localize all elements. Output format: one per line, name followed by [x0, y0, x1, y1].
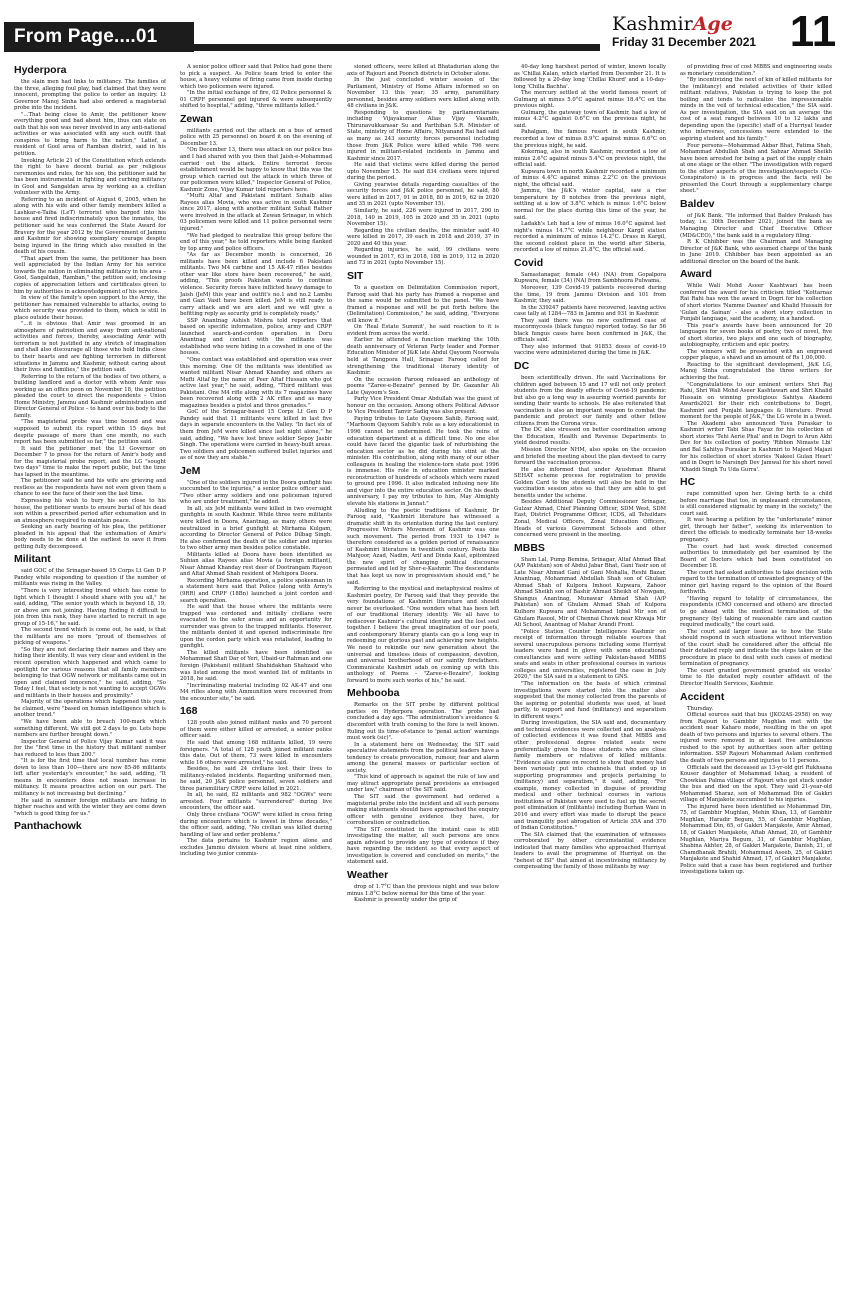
article-paragraph: Besides, he said 24 civilians lost their lives to militancy-related incidents. Regarding uniformed men, he said, 20 J&K police personnel, seven soldiers and three paramilitary CRPF were killed in 2021.	[180, 766, 332, 792]
article-paragraph: been scientifically driven. He said Vaccinations for children aged between 15 and 17 will not only protect students from the deadly effects of Covid-19 pandemic but also go a long way in assuring worried parents for sending their wards to schools. He also reiterated that vaccination is also an important weapon to combat the pandemic and protect our family and other fellow citizens from the Corona virus.	[514, 374, 666, 427]
article-paragraph: militants carried out the attack on a bus of armed police with 25 personnel on board it on the evening of December 13.	[180, 127, 332, 147]
article-paragraph: Ladakh's Leh had a low of minus 16.0°C against last night's minus 14.7°C while neighbour Kargil station recorded a minimum of minus 14.2°C. Drass in Kargil, the second coldest place in the world after Siberia, recorded a low of minus 21.8°C, the official said.	[514, 221, 666, 254]
article-paragraph: "Having regard to totality of circumstances, the respondents (CMO concerned and others) are directed to go ahead with the medical termination of the pregnancy (by) taking of reasonable care and caution required medically," the court said.	[680, 595, 832, 629]
article-paragraph: He said in summer foreign militants are hiding in higher reaches and with the winter they are come down "which is good thing for us."	[14, 797, 166, 817]
publication-date: Friday 31 December 2021	[612, 35, 757, 49]
article-paragraph: "There is very interesting trend which has come to light which I thought I should share with you all," he said, adding, "The senior youth which is beyond 18, 19, or above are not joining. Having finding it difficult to join from this rank, they have started to recruit in age group of 15-16," he said.	[14, 588, 166, 627]
story-headline: Hyderpora	[14, 64, 67, 76]
article-paragraph: "So they are not declaring their names and they are hiding their identity. It was very clear and evident in the recent operation which happened and which came to spotlight for various reasons that all family members belonging to that OGW network or militants came out in open and claimed innocence," he said, adding, "So Today I feel, that society is not wanting to accept OGWs and militants in their houses and proximity."	[14, 646, 166, 699]
article-paragraph: Referring to the return of the bodies of two others, a building landlord and a doctor with whom Amir was working as an office peon on November 18, the petition pleaded the court to direct the respondents – Union Home Ministry, Jammu and Kashmir administration and Director General of Police – to hand over his body to the family.	[14, 373, 166, 419]
article-paragraph: Militants killed at Doora have been identified as Suhian alias Rayees alias Movia (a foreign militant), Nisar Ahmad Khanday rest deer of Dootrangam Rayeon and Altaf Ahmad Shah resident of Mehipora Doora.	[180, 551, 332, 578]
article-paragraph: said GOC of the Srinagar-based 15 Corps Lt Gen D P Pandey while responding to question if the number of militants was rising in the Valley.	[14, 568, 166, 588]
article-paragraph: 40-day long harshest period of winter, known locally as 'Chillai Kalan, which started from December 21. It is followed by a 20-day long 'Chillai Khurd' and a 10-day-long 'Chilla Bachha'.	[514, 64, 666, 90]
article-paragraph: "Incriminating material including 02 AK-47 and one M4 rifles along with Ammunition were recovered from the encounter site," he said.	[180, 682, 332, 702]
article-paragraph: Moreover, 139 Covid-19 patients recovered during the time, 19 from Jammu Division and 101 from Kashmir, they said.	[514, 284, 666, 305]
article-paragraph: Responding to questions by parliamentarians including Vijayakumar Alias Vijay Vasanth, Thirunavukkarasar Su and Parthiban S.R. Minister of State, ministry of Home Affairs, Nityanand Rai had said as many as 243 security forces personnel including those from J&K Police were killed while 796 were injured in militant-related incidents in Jammu and Kashmir since 2017.	[347, 109, 499, 162]
story-headline: JeM	[180, 464, 201, 477]
column-3	[347, 64, 499, 1282]
article-paragraph: The SIT said the government had ordered a magisterial probe into the incident and all such persons making statements should have approached the enquiry officer with genuine evidence they have, for corroboration or contradiction.	[347, 793, 499, 827]
story-headline: Zewan	[180, 112, 213, 125]
article-paragraph: "Congratulations to our eminent writers Shri Raj Rahi, Shri Wali Mohd Aseer Kashtawari and Shri Khalid Hussain on winning prestigious Sahitya Akademi Awards2021 for their rich contributions to Dogri, Kashmiri and Punjabi languages & literature. Proud moment for the people of J&K," the LG wrote in a tweet.	[680, 381, 832, 421]
article-paragraph: The second trend which is come out, he said, is that the militants are no more "proud of themselves of picking of weapons."	[14, 627, 166, 647]
story-headline: Award	[680, 268, 712, 281]
article-paragraph: While Wali Mohd Aseer Kashtwari has been conferred the award for his criticism titled "Kottarnaz Rai Rahi has won the award in Dogri for his collection of short stories 'Namme Daanee' and Khalid Hussain for 'Gulan da Sainan' - also a short story collection in Punjabi language, said the academy, in a handout.	[680, 283, 832, 323]
article-paragraph: The mercury settled at the world famous resort of Gulmarg at minus 5.0°C against minus 18.4°C on the previous night.	[514, 90, 666, 110]
article-paragraph: In all, six JeM militants were killed in two overnight gunfights in south Kashmir. While three were militants were killed in Doora, Anantnag, as many others were neutralized in a brief gunfight at Mirhama Kulgam, according to Director General of Police Dilbag Singh. He also confirmed the death of the soldier and injuries to two other army men besides police constable.	[180, 505, 332, 552]
article-paragraph: "That apart from the same, the petitioner has been well appreciated by the Indian Army for his service towards the nation in eliminating militancy in his area – Gool, Sangaldan, Ramban," the petition said, enclosing copies of appreciation letters and certificates given to him by authorities in acknowledgement of his service.	[14, 255, 166, 295]
article-paragraph: "Police Station Counter Intelligence Kashmir on receipt of information through reliable sources that several unscrupulous persons including some Hurriyat leaders were hand in glove with some educational consultancies and were selling Pakistan-based MBBS seats and seats in other professional courses in various colleges and universities, registered the case in July 2020," the SIA said in a statement to GNS.	[514, 628, 666, 681]
article-paragraph: "The SIT constituted in the instant case is still investigating the matter, all such persons are once again advised to provide any type of evidence if they have regarding the incident so that every aspect of investigation is covered and concluded on merits," the statement said.	[347, 826, 499, 866]
article-paragraph: He also informed that under Ayushman Bharat SEHAT scheme process for registration to provide Golden Card to the students will also be held in the vaccination session sites so that they are able to get benefits under the scheme.	[514, 466, 666, 499]
story-headline: DC	[514, 359, 530, 372]
article-paragraph: "On December 13, there was attack on our police bus and I had shared with you then that Jaish-e-Mohammad carried out the attack. Entire terrorist forces establishment would be happy to know that this was the group which carried out the attack in which three of our policemen were killed," Inspector General of Police, Kashmir Zone, Vijay Kumar told reporters here.	[180, 147, 332, 193]
article-paragraph: In view of the family's open support to the Army, the petitioner has remained vulnerable to attacks, owing to which security was provided to them, which is still in place outside their house.	[14, 295, 166, 321]
article-paragraph: "The magisterial probe was time bound and was supposed to submit its report within 15 days but despite passage of more than one month, no such report has been submitted so far," the petition said.	[14, 419, 166, 446]
story-headline: Mehbooba	[347, 687, 400, 700]
article-paragraph: drop of 1.7°C than the previous night and was below minus 1.8°C below normal for this time of the year.	[347, 883, 499, 897]
story-headline: HC	[680, 476, 696, 489]
article-paragraph: of providing free of cost MBBS and engineering seats as monetary consideration."	[680, 64, 832, 77]
article-paragraph: The injured have been identified as Mohammad Din, 75, of Gambhir Mughlan, Mehin Khan, 13, of Gambhir Mughlan, Haradir Begum, 55, of Gambhir Mughlan, Mohammad Din, 65, of Gakkri Manjakote, Amir Ahmad, 18, of Gakkri Manjakote, Aftab Ahmad, 20, of Gambhir Mughlan, Mariya Begum, 31, of Gambhir Mughlan, Shabina Akhter, 28, of Gakkri Manjakote, Danish, 21, of Chamdhanak Brahili, Mohammad Aseeb, 25, of Gakkri Manjakote and Shahid Ahmad, 17, of Gakkri Manjakote. Police said that a case has been registered and further investigations taken up.	[680, 803, 832, 876]
article-paragraph: Paying tributes to Late Qayoom Sahib, Farooq said, "Marhoom Qayoom Sahib's role as a key educationist in 1996 cannot be undermined. He took the reins of education department at a difficult time. No one else could have faced the gigantic task of refurbishing the education sector as he did during his stint at the minister. His contribution, along with many of our other colleagues in healing the violence-torn state post 1996 is immense. His role in education minister marked reconstruction of hundreds of schools which were razed to ground pre 1996. It also indicated infusing new life and vigor into the entire education sector. On his death anniversary, I pay my tributes to him, May Almighty elevate his stations in Jannat."	[347, 415, 499, 507]
article-paragraph: Reacting to the significant development, J&K LG, Manoj Sinha congratulated the three writers for achieving the feat.	[680, 361, 832, 381]
article-paragraph: Kokernag, also in south Kashmir, recorded a low of minus 2.6°C against minus 5.4°C on previous night, the official said.	[514, 149, 666, 169]
article-paragraph: Seeking an early hearing of his plea, the petitioner pleaded in his appeal that the exhumation of Amir's body needs to be done at the earliest to save it from getting fully decomposed.	[14, 524, 166, 550]
article-paragraph: Referring to an incident of August 6, 2005, when he along with his wife and other family members killed a Lashkar-e-Taiba (LeT) terrorist who barged into his house and fired indiscriminately upon the inmates, the petitioner said he was conferred the State Award for Bravery for the year 2012 by the Government of Jammu and Kashmir for showing exemplary courage despite being injured in the firing which also resulted in the death of his cousin.	[14, 196, 166, 256]
story-headline: Accident	[680, 690, 725, 703]
article-paragraph: Official sources said that bus (JKO2AS-2958) on way from Rajouri to Gambhir Mughlan met with the accident near Kaharo mode, resulting in the on spot death of two persons and injuries to several others. The injured were removed in at least five ambulances rushed to the spot by authorities soon after getting information. SSP Rajouri Mohammad Aslam confirmed the death of two persons and injuries to 11 persons.	[680, 712, 832, 764]
article-paragraph: 128 youth also joined militant ranks and 70 percent of them were either killed or arrested, a senior police officer said.	[180, 720, 332, 740]
article-paragraph: The petitioner said he and his wife are grieving and restless as the respondents have not even given them a chance to see the face of their son the last time.	[14, 478, 166, 498]
article-paragraph: Alluding to the poetic traditions of Kashmir, Dr Farooq said, "Kashmiri literature has witnessed a dramatic shift in its orientation during the last century. Progressive Writers Movement of Kashmir was one such movement. The period from 1931 to 1947 is therefore considered as a golden period of renaissance of Kashmiri literature in twentieth century. Poets like Mahjoor, Azad, Nadim, Arif and Dinda Kaul, epitomized the new spirit of changing political discourse permeated and led by Sher-e-Kashmir. The descendants that has kept us now in progressivism should end," he said.	[347, 507, 499, 586]
article-paragraph: Jammu, the J&K's winter capital, saw a rise temperature by 8 notches from the previous night, settling at a low of 3.8°C which is minus 1.6°C below normal for the place during this time of the year, he said.	[514, 188, 666, 221]
article-paragraph: They also informed that 91853 doses of covid-19 vaccine were administered during the time in J&K.	[514, 343, 666, 357]
article-paragraph: "One contact was established and operation was over this morning. One Of the militants was identified as wanted militant Nisar Ahmad Khandey and others as Mufti Altaf by the name of Peer Altaf Hussain who got active last year," he said, adding, "Third militant was Pakistani. One M4 rifle along with its 7 magazines have been recovered along with 2 AK rifles and as many magazines besides a pistol and three grenades."	[180, 356, 332, 409]
page-number: 11	[789, 7, 837, 56]
article-paragraph: The court said larger issue as to how the State should respond in such situations without intervention of the court shall be considered after the official file their detailed reply and indicate the steps taken or the procedure in place to deal with such cases of medical termination of pregnancy.	[680, 628, 832, 668]
article-paragraph: Four persons—Mohammad Akbar Bhat, Fatima Shah, Mohammad Abdullah Shah and Sabzar Ahmad Sheikh have been arrested for being a part of the supply chain at one stage or the other. "The investigation with regard to the other aspects of the investigation/suspects (Co-Conspirators) is in progress and the facts will be presented the Court through a supplementary charge sheet."	[680, 142, 832, 195]
logo-age-text: Age	[692, 13, 733, 35]
article-paragraph: Mission Director NHM, also spoke on the occasion and briefed the meeting about the plan devised to carry forward the vaccination process.	[514, 446, 666, 467]
article-paragraph: Thursday.	[687, 705, 714, 712]
article-paragraph: "...it is obvious that Amir was groomed in an atmosphere of patriotism and away from anti-national activities and forces, thereby, associating Amir with terrorism is not justified in any stretch of imagination and shall also discourage all those who hold India close to their hearts and are fighting terrorism in different situations in Jammu and Kashmir, without caring about their lives and families," the petition said.	[14, 321, 166, 374]
article-paragraph: "We have been able to breach 100-mark which something different. We still got 2 days to go. Lets hope numbers are further brought down."	[14, 718, 166, 739]
story-headline: Covid	[514, 256, 544, 269]
article-paragraph: sioned officers, were killed at Bhatadurian along the axis of Rajouri and Poonch districts in October alone.	[347, 64, 499, 77]
article-paragraph: Referring to the mystical and metaphysical realms of Kashmiri poetry, Dr Farooq said that they provide the very foundations of Kashmiri literature and should never be overlooked. "One wonders what has been left of our traditional literary identity. We all have to rediscover Kashmir's cultural identity and the lost soul together. I believe the great imagination of our poets, and contemporary literary giants can go a long way in redeeming our glorious past and achieving new heights. We need to rekindle our new generation about the universal and timeless ideas of compassion, devotion, and universal brotherhood of our saintly forefathers. Communicate Kashmiri adab on coming up with this anthology of Poems – "Zaree-e-Bezaire", looking forward to more such works of his," he said.	[347, 586, 499, 684]
article-paragraph: "In the initial exchange of fire, 02 Police personnel & 01 CRPF personnel got injured & were subsequently shifted to hospital," adding, "three militants killed."	[180, 90, 332, 110]
column-2	[180, 64, 332, 1282]
article-paragraph: A senior police officer said that Police had gone there to pick a suspect. As Police team tried to enter the house, a heavy volume of firing came from inside during which two policemen were injured.	[180, 64, 332, 90]
article-paragraph: "As far as December month is concerned, 26 militants have been killed and include 6 Pakistani militants. Two M4 carbine and 15 AK-47 rifles besides other war like store have been recovered," he said, adding, "This proofs Pakistan wants to continue violence. Security forces have inflicted heavy damage to Jaish (JeM) this year and outfit's no.1 and no.2 Lambu and Gazi Vasit have been killed. JeM is still ready to carry attack and we are alert and we will give a befitting reply as security grid is completely ready."	[180, 252, 332, 318]
story-headline: Militant	[14, 553, 51, 566]
article-paragraph: Sham Lal, Pump Bemina, Srinagar, Altaf Ahmad Bhat (A/P Pakistan) son of Abdul Jabar Bhat, Gani Yasir son of Late Nisar Ahmad Gani of Gani Mohalla, Reshi Bazar, Anantnag, Mohammad Abdullah Shah son of Ghulam Ahmad Shah of Kulpora Imhoot Kupwara, Zahoor Ahmad Sheikh son of Bashir Ahmad Sheikh of Nowgam, Shangus Anantnag, Munawar Ahmad Shah (A/P Pakistan) son of Ghulam Ahmad Shah of Kulpora Kulhore Kupwara and Mohammad Iqbal Mir son of Ghulam Rasool, Mir of Chennai Chowk near Khwaja Mir Ali School, Anantnag of Mahar Arandi Front.	[514, 556, 666, 629]
article-paragraph: Samastanagar, female (44) (NA) from Gopalpora Kupwara, female (34) (NA) from Sambhoora Pulwama.	[514, 271, 666, 285]
article-paragraph: In all, he said, 82 militants and 982 "OGWs" were arrested. Four militants "surrendered" during live encounters, the officer said.	[180, 792, 332, 812]
section-title-banner: From Page....01	[4, 22, 194, 52]
article-paragraph: The winners will be presented with an engraved copper plaque, a shawl and an amount of Rs 1,00,000.	[680, 348, 832, 362]
column-1	[14, 64, 166, 1282]
article-paragraph: Kupwara town in north Kashmir recorded a minimum of minus 4.4°C against minus 2.2°C on the previous night, the official said.	[514, 168, 666, 188]
story-headline: Panthachowk	[14, 820, 82, 833]
article-paragraph: "Mufti Altaf and Pakistani militant Suhaib alias Rayees alias Movia, who was active in south Kashmir since 2017, along with another militant Suhail Rather were involved in the attack at Zewan Srinagar, in which 03 policemen were killed and 11 police personnel were injured."	[180, 193, 332, 233]
story-headline: Baldev	[680, 197, 715, 210]
article-paragraph: rape committed upon her. Giving birth to a child before marriage that too, in unpleasant circumstances, is still considered stigmatic by many in the society," the court said.	[680, 491, 832, 517]
article-paragraph: Remarks on the SIT probe by different political parties on Hyderpora operation. The probe had concluded a day ago. "The administration's avoidance & discomfort with truth coming to the fore is well known. Ruling out its time-of-stance to 'penal action' warnings must work (sic)".	[347, 702, 499, 742]
article-paragraph: Party Vice President Omar Abdullah was the guest of honour on the occasion. Among others Political Advisor to Vice President Tanvir Sadiq was also present.	[347, 396, 499, 416]
story-headline: 168	[180, 705, 198, 718]
article-paragraph: Giving yearwise details regarding casualties of the security forces and J&K police personnel, he said, 80 were killed in 2017, 91 in 2018, 80 in 2019, 62 in 2020 and 35 in 2021 (upto November 15).	[347, 181, 499, 208]
masthead	[612, 14, 772, 54]
article-paragraph: On the occasion Farooq released an anthology of poems "Zaree-e-Bezaire" penned by Dr. Gazanfar Ali Late Qayoom's Son.	[347, 376, 499, 396]
article-paragraph: In the just concluded winter session of the Parliament, Ministry of Home Affairs informed so on November 13 this year; 35 army, paramilitary personnel, besides army soldiers were killed along with 48 civilians in J&K.	[347, 77, 499, 110]
kashmir-age-logo	[612, 14, 772, 34]
article-paragraph: Inspector General of Police Vijay Kumar said it was for the "first time in the history that militant number has reduced to less than 200."	[14, 738, 166, 758]
article-paragraph: Majority of the operations which happened this year, he claimed, were "based on human intelligence which is another trend."	[14, 699, 166, 719]
article-paragraph: "It is for the first time that local number has come down to less than 100—there are now 85-86 militants left after yesterday's encounter," he said, adding, "It means in encounters does not mean increase in militancy. It means proactive action on our part. The militancy is not increasing but declining."	[14, 758, 166, 797]
article-paragraph: On 'Real Estate Summit', he said reaction to it is evident from across the world.	[347, 324, 499, 337]
article-paragraph: Regarding injuries, he said, 99 civilians were wounded in 2017, 63 in 2018, 188 in 2019, 112 in 2020 and 73 in 2021 (upto November 15).	[347, 247, 499, 267]
column-5	[680, 64, 832, 1282]
article-paragraph: Gulmarg, the gateway town of Kashmir, had a low of minus 4.2°C against 0.6°C on the previous night, he said.	[514, 109, 666, 129]
article-paragraph: The killed militants have been identified as Mohammad Shafi Dar of Yeri, Ubaid-ur Rahman and one foreign (Pakistani) militant Shahidakhan Shahzaid who was listed among the most wanted list of militants in 2018, he said.	[180, 649, 332, 683]
article-paragraph: The court had last week directed concerned authorities to immediately get her examined by the Board of Doctors which had been constituted on December 18.	[680, 543, 832, 570]
article-paragraph: The Akademi also announced Yuva Puraskar to Kashmiri writer Tabi Shas Fayaz for his collection of short stories 'Tehi Aerie Phal' and in Dogri to Arun Akhi Dev for his collection of poetry 'Ribbon Nimaste Lbi' and Bal Sahitya Puraskar in Kashmiri to Majeed Majazi for his collection of short stories 'Nakeel Gulan Heart' and in Dogri to Narsingh Dev Jamwal for his short novel 'Khaddi Singh Tu Uda Gurra'.	[680, 420, 832, 473]
article-paragraph: The DC also stressed on better coordination among the Education, Health and Revenue Departments to yield desired results.	[514, 427, 666, 447]
article-paragraph: "This kind of approach is against the rule of law and may attract appropriate penal provisions as envisaged under law," chairman of the SIT said.	[347, 774, 499, 794]
article-paragraph: SSP Anantnag Ashish Mishra told reporters that based on specific information, police, army and CRPF launched search-and-cordon operation in Doru Anantnag and contact with the militants was established who were hiding in a cowshed in one of the houses.	[180, 317, 332, 357]
article-paragraph: "...That being close to Amir, the petitioner knew everything good and bad about him, thus can state on oath that his son was never involved in any anti-national activities or was associated with any such outfit that conspires to bring harm to the nation," Latief, a resident of Gool area of Ramban district, said in his petition.	[14, 111, 166, 158]
article-paragraph: the slain men had links to militancy. The families of the three, alleging foul play, had claimed that they were innocent, prompting the police to order an inquiry. Lt Governor Manoj Sinha had also ordered a magisterial probe into the incident.	[14, 79, 166, 112]
article-paragraph: To a question on Delimitation Commission report, Farooq said that his party has framed a response and the same would be submitted to the panel. "We have framed a response and will be put forth before the (Delimitation) Commission," he said, adding, "Everyone will know it."	[347, 284, 499, 324]
column-4	[514, 64, 666, 1282]
logo-kashmir-text: Kashmir	[612, 13, 693, 35]
article-paragraph: Earlier he attended a function marking the 10th death anniversary of Veteran Party leader and Former Education Minister of J&K late Abdul Qayoom Noorwala held at Tangpora Hall, Srinagar. Farooq called for strengthening the traditional literary identity of Kashmir.	[347, 337, 499, 377]
article-paragraph: "By incentivizing the next of kin of killed militants for the (militancy) and related activities of their killed militant relatives, Pakistan is trying to keep the pot boiling and tends to radicalize the impressionable minds in the veil of technical education," the SIA said. As per investigation, the SIA said on an average the cost of a seat ranged between 10 to 12 lakhs and depending upon the (specific) staff of a Hurriyat leader who intervenes, concessions were extended to the aspiring student and his family."	[680, 77, 832, 143]
article-paragraph: "One of the soldiers injured in the Doora gunfight has succumbed to the injuries," a senior police officer said. "Two other army soldiers and one policeman injured who are under treatment," he added.	[180, 479, 332, 506]
article-paragraph: The SIA claimed that the examination of witnesses corroborated by other circumstantial evidence indicated that many families who approached Hurriyat leaders to avail the programme of Hurriyat on the "behest of ISI" that aimed at incentivising militancy by compensating the family of those militants by way	[514, 831, 666, 871]
story-headline: Weather	[347, 868, 389, 881]
article-paragraph: It said the petitioner met the Lt Governor on December 7 to press for the return of Amir's body and for the magisterial probe report, and the LG "sought two days" time to make the report public, but the time has lapsed in the meantime.	[14, 445, 166, 478]
article-paragraph: He said that among 168 militants killed, 19 were foreigners. "A total of 128 youth joined militant ranks this date. Out of them, 73 were killed in encounters while 16 others were arrested," he said.	[180, 739, 332, 766]
article-paragraph: During investigation, the SIA said and, documentary and technical evidences were collected and on analysis of collected evidences it was found that MBBS and other professional degree related seats were preferentially given to those students who are close family members or relatives of killed militants. "Evidence also came on record to show that money had been variously put into channels that ended up in supporting programmes and projects pertaining to (militancy) and separatism," it said, adding, "For example, money collected in disguise of providing medical and other technical courses in various institutions of Pakistan were used to fuel up the secret post elimination of (militants) including Burhan Wani in 2016 and every effort was made to disrupt the peace and tranquility post abrogation of Article 35A and 370 of Indian Constitution."	[514, 720, 666, 832]
article-paragraph: Regarding the civilian deaths, the minister said 40 were killed in 2017, 39 each in 2018 and 2019, 37 in 2020 and 40 this year.	[347, 227, 499, 247]
page-header	[0, 0, 848, 58]
article-paragraph: Officials said the deceased as 13-yr-old girl Rukhsana Kouser daughter of Mohammad Ishaq, a resident of Chowkian Palma village of Rajouri who got stuck under the bus and died on the spot. They said 21-year-old Mohammad Sharaz, son of Mohammad Din of Gakkri village of Manjakote succumbed to his injuries.	[680, 764, 832, 804]
story-headline: MBBS	[514, 541, 545, 554]
article-paragraph: "We had pledged to neutralize this group before the end of this year," he told reporters while being flanked by top army and police officers.	[180, 232, 332, 252]
article-paragraph: They said there was no new confirmed case of mucormycosis (black fungus) reported today. So far 56 black fungus cases have been confirmed in J&K, the officials said.	[514, 317, 666, 344]
article-paragraph: Expressing his wish to bury his son close to his house, the petitioner wants to ensure burial of his dead son within a prescribed period after exhumation and in an atmosphere required to maintain peace.	[14, 498, 166, 524]
article-paragraph: Kashmir is presently under the grip of	[354, 897, 457, 904]
article-paragraph: Besides Additional Deputy Commissioner Srinagar, Gulzar Ahmad, Chief Planning Officer, SDM West, SDM East, District Programme Officer, ICDS, all Tehsildars Zonal, Medical Officers, Zonal Education Officers, Heads of various Government Schools and other concerned were present in the meeting.	[514, 499, 666, 539]
article-paragraph: The court had asked authorities to take decision with regard to the termination of unwanted pregnancy of the minor girl having regard to the opinion of the Board forthwith.	[680, 569, 832, 596]
article-paragraph: of J&K Bank. "He informed that Baldev Prakash has today, i.e. 30th December 2021, joined the bank as Managing Director and Chief Executive Officer (MD&CEO)," the bank said in a regulatory filing.	[680, 212, 832, 239]
article-paragraph: It was hearing a petition by the "unfortunate" minor girl, through her father", seeking its intervention to direct the officials to medically terminate her 18-weeks pregnancy.	[680, 517, 832, 543]
article-paragraph: He said that victims were killed during the period upto November 15. He said 834 civilians were injured during the period.	[347, 162, 499, 182]
article-paragraph: He said that the house where the militants were trapped was cordoned and initially civilians were evacuated to the safer areas and an opportunity for surrender was given to the trapped militants. However, the militants denied it and opened indiscriminate fire upon the cordon party which was retaliated, leading to gunfight.	[180, 604, 332, 650]
article-paragraph: Recording Mirhama operation, a police spokesman in a statement here said that Police (along with Army's (9RR) and CRPF (18Bn) launched a joint cordon and search operation.	[180, 577, 332, 604]
article-paragraph: R K Chhibber was the Chairman and Managing Director of J&K Bank, who assumed charge of the bank in June 2019. Chhibber has been appointed as an additional director on the board of the bank.	[680, 239, 832, 265]
article-paragraph: GoC of the Srinagar-based 15 Corps Lt Gen D P Pandey said that 11 militants were killed in last five days in separate encounters in the Valley. "In fact six of them from JeM were killed since last night alone," he said, adding, "We have lost brave soldier Sepoy Jasbir Singh. The operations were carried in heavy-built areas. Two soldiers and policemen suffered bullet injuries and as of now they are stable."	[180, 409, 332, 462]
article-paragraph: In a statement here on Wednesday, the SIT said speculative statements from the political leaders have a tendency to create provocation, rumour, fear and alarm among the general masses or particular section of society.	[347, 741, 499, 774]
article-paragraph: "The information on the basis of which criminal investigations were started into the matter also suggested that the money collected from the parents of the aspiring or potential students was used, at least partly, to support and fund (militancy) and separatism in different ways."	[514, 681, 666, 720]
article-columns	[14, 64, 836, 1282]
story-headline: SIT	[347, 269, 364, 282]
article-paragraph: Invoking Article 21 of the Constitution which extends the right to have decent burial as per religious ceremonies and rules, for his son, the petitioner said he has been instrumental in fighting and curbing militancy in Gool and Sangaldan area by working as a civilian volunteer with the Army.	[14, 157, 166, 197]
article-paragraph: The data pertains to Kashmir region alone and excludes Jammu division where at least nine soldiers, including two junior commis-	[180, 838, 332, 858]
article-paragraph: Pahalgam, the famous resort in south Kashmir, recorded a low of minus 8.9°C against minus 6.6°C on the previous night, he said.	[514, 129, 666, 149]
article-paragraph: The court granted government granted six weeks' time to file detailed reply counter affidavit of the Director Health Services, Kashmir.	[680, 667, 832, 688]
article-paragraph: In the 339247 patients have recovered, leaving active case tally at 1284—783 in Jammu and 931 in Kashmir.	[514, 304, 666, 318]
article-paragraph: Similarly, he said, 226 were injured in 2017, 290 in 2018, 140 in 2019, 105 in 2020 and 35 in 2021 (upto November 15).	[347, 208, 499, 228]
article-paragraph: This year's awards have been announced for 20 languages for seven books of poetry, two of novel, five of short stories, two plays and one each of biography, autobiography, criticism and epic poetry.	[680, 322, 832, 349]
banner-rule	[194, 44, 600, 51]
article-paragraph: Only three civilians "OGW" were killed in cross firing during encounters which is lowest in three decades," the officer said, adding, "No civilian was killed during handling of law and order problems."	[180, 811, 332, 838]
